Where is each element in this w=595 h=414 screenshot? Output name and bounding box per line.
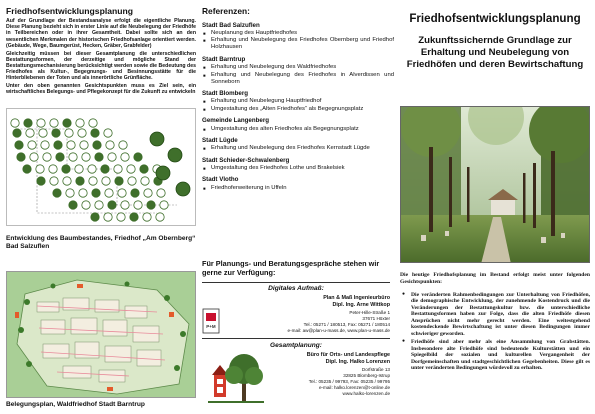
tree-symbol xyxy=(80,141,88,149)
tree-symbol xyxy=(134,153,142,161)
reference-place: Gemeinde Langenberg xyxy=(202,117,270,125)
tree-symbol xyxy=(89,119,97,127)
middle-panel xyxy=(202,6,394,412)
tree-symbol xyxy=(79,189,87,197)
requirements-paragraph: Gleichzeitig müssen bei dieser Gesamtplanung die unterschiedlichen Bestattungsformen, der derzeitige und mögliche Stand der Bestattungsmechanisierung berücksichtigt werden sowie die Bedeutung des Friedhofes als Kultur-, Begegnungs- und Besinnungsstätte für die Hinterbliebenen der Toten und als innerörtliche Grünfläche. xyxy=(6,50,196,82)
tree-symbol xyxy=(127,165,135,173)
reference-item: ■ Umgestaltung des „Alten Friedhofes“ als Begegnungsplatz xyxy=(202,106,394,113)
section-title: Friedhofsentwicklungsplanung xyxy=(6,6,134,16)
tree-symbol xyxy=(49,165,57,173)
tree-symbol xyxy=(54,141,62,149)
tree-symbol xyxy=(147,201,155,209)
tree-symbol xyxy=(141,177,149,185)
tree-symbol xyxy=(168,148,182,162)
reference-item: ■ Erhaltung und Neubelegung des Friedhofes in Alverdissen und Sonneborn xyxy=(202,72,394,86)
burial-plan-caption: Belegungsplan, Waldfriedhof Stadt Barntrup xyxy=(6,401,145,408)
cover-subtitle: Zukunftssichernde Grundlage zur Erhaltung und Neubelegung von Friedhöfen und deren Bewirtschaftung xyxy=(406,35,584,70)
tree-symbol xyxy=(75,165,83,173)
tree-symbol xyxy=(52,129,60,137)
tree-symbol xyxy=(115,177,123,185)
goal-paragraph: Unter den oben genannten Gesichtspunkten muss es Ziel sein, ein wirtschaftliches Belegungs- und Pflegekonzept für die Zukunft zu entwickeln xyxy=(6,83,196,96)
tree-symbol xyxy=(114,165,122,173)
general-planning-address: Büro für Orts- und Landespflege Dipl. Ing. Halko Lorenzen Dorfstraße 13 32825 Blomberg-Istrup Tel.: 05235 / 99793, Fax: 05235 / 99795 e-mail: halko.lorenzen@t-online.de www.halko-lorenzen.de xyxy=(306,352,390,396)
tree-symbol xyxy=(41,141,49,149)
digital-survey-label: Digitales Aufmaß: xyxy=(268,285,324,292)
tree-symbol xyxy=(140,165,148,173)
burial-plan xyxy=(6,271,196,398)
tree-symbol xyxy=(108,201,116,209)
tree-symbol xyxy=(160,201,168,209)
tree-symbol xyxy=(131,189,139,197)
tree-symbol xyxy=(150,132,164,146)
tree-symbol xyxy=(37,177,45,185)
tree-symbol xyxy=(23,165,31,173)
tree-symbol xyxy=(76,119,84,127)
reference-item: ■ Umgestaltung des alten Friedhofes als Begegnungsplatz xyxy=(202,126,394,133)
tree-symbol xyxy=(101,165,109,173)
tree-symbol xyxy=(89,177,97,185)
tree-symbol xyxy=(157,189,165,197)
tree-development-plan xyxy=(6,108,196,226)
tree-symbol xyxy=(69,153,77,161)
tree-plan-caption: Entwicklung des Baumbestandes, Friedhof „Am Obernberg“ Bad Salzuflen xyxy=(6,235,196,251)
tree-symbol xyxy=(63,119,71,127)
tree-symbol xyxy=(121,201,129,209)
list-item: ● Friedhöfe sind aber mehr als eine Ansammlung von Grabstätten. Insbesondere alte Friedhöfe sind bedeutende Kulturstätten und ein Spiegelbild der sozialen und kulturellen Vergangenheit der Dorfgemeinschaften und stadtgeschichtlichen Gegebenheiten. Diese gilt es unter veränderten Bedingungen würdevoll zu erhalten. xyxy=(400,339,590,371)
tree-symbol xyxy=(104,129,112,137)
tree-symbol xyxy=(144,189,152,197)
tree-symbol xyxy=(91,129,99,137)
tree-symbol xyxy=(11,119,19,127)
intro-text: Die heutige Friedhofsplanung im Bestand erfolgt meist unter folgenden Gesichtspunkten: xyxy=(400,272,590,285)
reference-place: Stadt Bad Salzuflen xyxy=(202,21,260,29)
general-planning-label: Gesamtplanung: xyxy=(269,342,323,349)
tree-symbol xyxy=(102,177,110,185)
tree-symbol xyxy=(76,177,84,185)
tree-symbol xyxy=(26,129,34,137)
tree-symbol xyxy=(95,201,103,209)
tree-symbol xyxy=(37,119,45,127)
tree-symbol xyxy=(82,153,90,161)
right-panel xyxy=(400,6,590,412)
tree-symbol xyxy=(24,119,32,127)
tree-symbol xyxy=(65,129,73,137)
reference-item: ■ Erhaltung und Neubelegung des Friedhofes Kernstadt Lügde xyxy=(202,145,394,152)
tree-symbol xyxy=(43,153,51,161)
tree-symbol xyxy=(92,189,100,197)
reference-item: ■ Erhaltung und Neubelegung des Friedhofes Obernberg und Friedhof Holzhausen xyxy=(202,37,394,51)
reference-place: Stadt Blomberg xyxy=(202,90,249,98)
reference-place: Stadt Schieder-Schwalenberg xyxy=(202,156,290,164)
reference-place: Stadt Lügde xyxy=(202,137,238,145)
tree-symbol xyxy=(117,213,125,221)
tree-symbol xyxy=(105,189,113,197)
tree-symbol xyxy=(156,166,170,180)
tree-symbol xyxy=(13,129,21,137)
tree-symbol xyxy=(30,153,38,161)
reference-place: Stadt Barntrup xyxy=(202,55,246,63)
tree-symbol xyxy=(67,141,75,149)
reference-place: Stadt Vlotho xyxy=(202,176,239,184)
tree-symbol xyxy=(128,177,136,185)
tree-symbol xyxy=(82,201,90,209)
cover-title: Friedhofsentwicklungsplanung xyxy=(409,12,581,25)
reference-item: ■ Erhaltung und Neubelegung des Waldfriedhofes xyxy=(202,64,394,71)
tree-symbol xyxy=(121,153,129,161)
intro-paragraph: Auf der Grundlage der Bestandsanalyse erfolgt die eigentliche Planung. Diese Planung bezieht sich in erster Linie auf die Neubelegung der Friedhöfe in Teilbereichen oder in ihrer Gesamtheit. Dabei sollte sich an den wesentlichen Merkmalen der historischen Friedhofsanlage orientiert werden. (Gebäude, Wege, Baumgerüst, Hecken, Gräber, Grabfelder) xyxy=(6,18,196,49)
tree-symbol xyxy=(119,141,127,149)
plan-mass-logo-icon xyxy=(202,308,220,334)
tree-symbol xyxy=(53,189,61,197)
tree-symbol xyxy=(104,213,112,221)
digital-survey-address: Plan & Maß Ingenieurbüro Dipl. Ing. Arne Wittkop Peter-Hille-Straße 1 37671 Höxter Tel.: 05271 / 180513, Fax: 05271 / 180514 e-mail: aw@plan-u-mass.de, www.plan-u-mass.de xyxy=(287,295,390,333)
left-panel xyxy=(6,6,196,412)
tree-symbol xyxy=(62,165,70,173)
tree-symbol xyxy=(15,141,23,149)
reference-item: ■ Umgestaltung des Friedhofes Lothe und Brakelsiek xyxy=(202,165,394,172)
svg-text:P+M: P+M xyxy=(206,324,216,329)
tree-logo-icon xyxy=(208,349,264,407)
tree-symbol xyxy=(143,213,151,221)
tree-symbol xyxy=(66,189,74,197)
tree-symbol xyxy=(134,201,142,209)
tree-symbol xyxy=(56,153,64,161)
divider xyxy=(202,338,390,339)
contact-heading: Für Planungs- und Beratungsgespräche stehen wir gerne zur Verfügung: xyxy=(202,259,380,277)
tree-symbol xyxy=(63,177,71,185)
tree-symbol xyxy=(108,153,116,161)
tree-symbol xyxy=(17,153,25,161)
tree-symbol xyxy=(118,189,126,197)
reasons-list xyxy=(400,292,590,373)
reference-item: ■ Friedhoferweiterung in Uffeln xyxy=(202,185,394,192)
tree-symbol xyxy=(50,177,58,185)
tree-symbol xyxy=(28,141,36,149)
tree-symbol xyxy=(176,182,190,196)
tree-symbol xyxy=(78,129,86,137)
tree-symbol xyxy=(36,165,44,173)
tree-symbol xyxy=(106,141,114,149)
cemetery-photo xyxy=(400,106,590,263)
tree-symbol xyxy=(93,141,101,149)
references-title: Referenzen: xyxy=(202,6,250,16)
tree-symbol xyxy=(88,165,96,173)
tree-symbol xyxy=(50,119,58,127)
tree-symbol xyxy=(130,213,138,221)
divider xyxy=(202,282,390,283)
reference-item: ■ Neuplanung des Hauptfriedhofes xyxy=(202,30,394,37)
tree-symbol xyxy=(156,213,164,221)
tree-symbol xyxy=(69,201,77,209)
tree-symbol xyxy=(95,153,103,161)
list-item: ● Die veränderten Rahmenbedingungen zur Unterhaltung von Friedhöfen, die demographische Entwicklung, der zunehmende Kostendruck und die Veränderungen der Bestattungskultur bzw. die unterschiedliche Bestattungsformen haben zur Folge, dass die alten Friedhöfe diesen Ansprüchen nicht mehr gerecht werden. Eine weitestgehend kostendeckende Bewirtschaftung ist unter diesen Bedingungen immer schwieriger geworden. xyxy=(400,292,590,337)
tree-symbol xyxy=(39,129,47,137)
reference-item: ■ Erhaltung und Neubelegung Hauptfriedhof xyxy=(202,98,394,105)
tree-symbol xyxy=(91,213,99,221)
